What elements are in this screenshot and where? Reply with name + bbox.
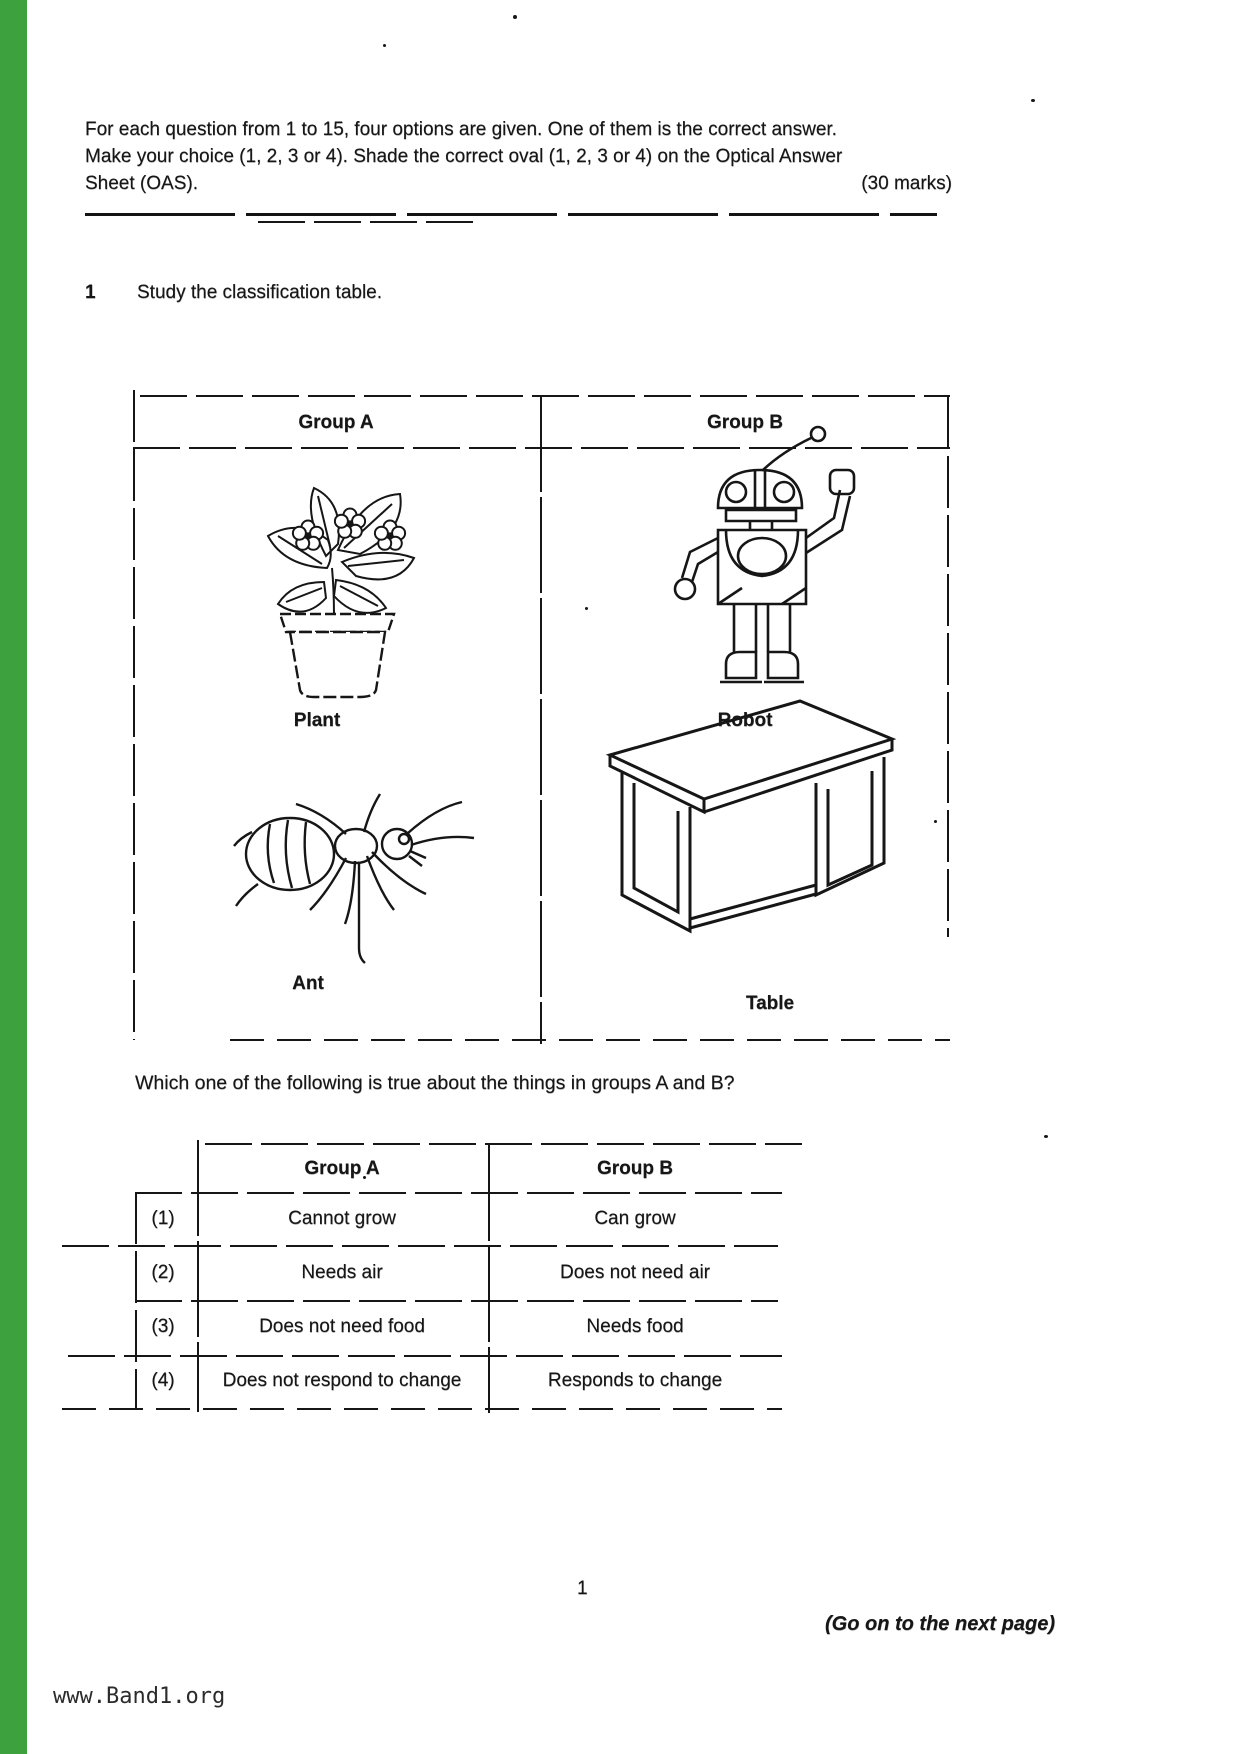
scan-speck <box>934 820 937 823</box>
option-label: (2) <box>151 1262 175 1283</box>
plant-label: Plant <box>293 710 341 731</box>
question-number: 1 <box>85 282 96 303</box>
classification-table-divider <box>540 396 542 1044</box>
options-table-label-divider <box>197 1140 199 1412</box>
question-sub-prompt: Which one of the following is true about the things in groups A and B? <box>135 1072 735 1094</box>
option-group-a-cell: Needs air <box>301 1262 383 1283</box>
option-group-b-cell: Does not need air <box>560 1262 710 1283</box>
option-group-b-cell: Can grow <box>594 1208 676 1229</box>
robot-label: Robot <box>717 710 773 731</box>
plant-foliage <box>268 488 414 616</box>
options-group-b-header: Group B <box>597 1158 673 1179</box>
instructions-line-1: For each question from 1 to 15, four options are given. One of them is the correct answer. <box>85 119 837 140</box>
robot-drawing <box>675 427 854 682</box>
next-page-note: (Go on to the next page) <box>825 1613 1055 1635</box>
watermark-url: www.Band1.org <box>53 1684 226 1709</box>
classification-group-a-header: Group A <box>298 412 374 433</box>
classification-table-border-top <box>140 395 950 397</box>
options-table-border-top <box>205 1143 802 1145</box>
options-table-border-left <box>135 1192 137 1408</box>
page-edge-green-bar <box>0 0 27 1754</box>
option-label: (1) <box>151 1208 175 1229</box>
instructions-line-3: Sheet (OAS). <box>85 173 198 194</box>
options-table-row-divider <box>68 1355 782 1357</box>
scan-speck <box>1044 1135 1048 1138</box>
table-label: Table <box>745 993 795 1014</box>
ant-label: Ant <box>292 973 324 994</box>
scan-speck <box>585 607 588 610</box>
instructions-divider-echo <box>258 221 473 223</box>
plant-flower <box>293 521 323 550</box>
robot-icon <box>622 412 862 708</box>
options-table-row-divider <box>62 1245 778 1247</box>
scan-speck <box>513 15 517 19</box>
option-group-b-cell: Responds to change <box>547 1370 723 1391</box>
scan-speck <box>383 44 386 47</box>
question-prompt: Study the classification table. <box>137 282 383 303</box>
option-label: (3) <box>151 1316 175 1337</box>
classification-group-b-header: Group B <box>707 412 783 433</box>
option-group-a-cell: Does not respond to change <box>222 1370 462 1391</box>
page-number: 1 <box>577 1578 588 1599</box>
options-table-column-divider <box>488 1145 490 1413</box>
classification-table-border-right <box>947 397 949 937</box>
plant-pot <box>280 614 394 697</box>
ant-drawing <box>234 794 474 963</box>
classification-table-border-bottom <box>230 1039 950 1041</box>
instructions-line-2: Make your choice (1, 2, 3 or 4). Shade the correct oval (1, 2, 3 or 4) on the Optical Answer <box>85 146 843 167</box>
option-group-a-cell: Cannot grow <box>288 1208 396 1229</box>
plant-flower <box>375 521 405 550</box>
options-table-row-divider <box>135 1300 778 1302</box>
options-group-a-header: Group A <box>304 1158 380 1179</box>
plant-icon <box>222 438 450 706</box>
option-group-a-cell: Does not need food <box>259 1316 425 1337</box>
option-group-b-cell: Needs food <box>586 1316 684 1337</box>
options-table-header-underline <box>135 1192 782 1194</box>
instructions-divider-line <box>85 213 937 216</box>
scan-speck <box>1031 99 1035 102</box>
classification-table-border-left <box>133 390 135 1040</box>
options-table-border-bottom <box>62 1408 782 1410</box>
table-drawing <box>610 701 892 931</box>
option-label: (4) <box>151 1370 175 1391</box>
marks-note: (30 marks) <box>861 173 952 194</box>
ant-icon <box>228 752 504 964</box>
